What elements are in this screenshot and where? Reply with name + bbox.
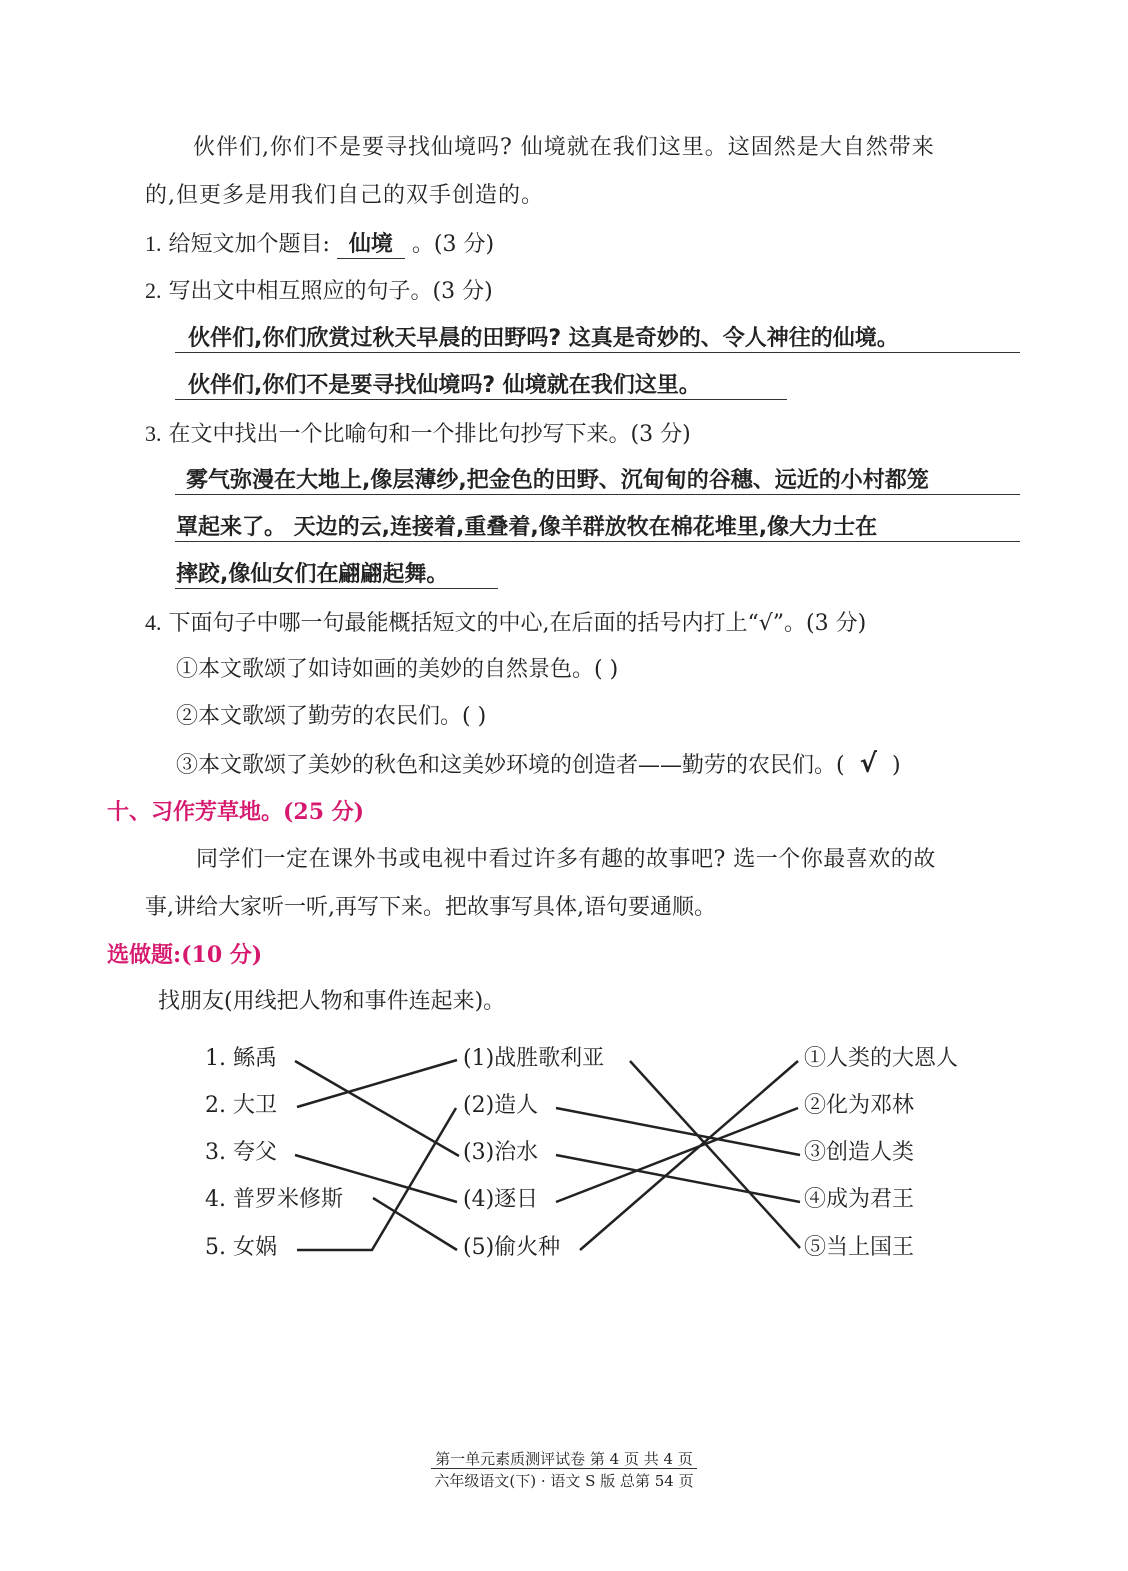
- footer-line-1-text: 第一单元素质测评试卷 第 4 页 共 4 页: [431, 1450, 697, 1469]
- check-mark: √: [859, 749, 877, 779]
- question-number: 3.: [145, 421, 162, 446]
- answer-title: 仙境: [337, 232, 405, 259]
- match-right-4: ④成为君王: [804, 1187, 915, 1212]
- option-1: ①本文歌颂了如诗如画的美妙的自然景色。( ): [176, 657, 619, 682]
- passage-line-2: 的,但更多是用我们自己的双手创造的。: [145, 183, 544, 208]
- match-left-2: 2. 大卫: [205, 1093, 277, 1118]
- section-10-line-1: 同学们一定在课外书或电视中看过许多有趣的故事吧? 选一个你最喜欢的故: [196, 847, 936, 872]
- match-middle-2: (2)造人: [463, 1093, 539, 1118]
- match-left-3: 3. 夸父: [205, 1140, 277, 1165]
- connector-line: [295, 1061, 459, 1156]
- question-number: 4.: [145, 610, 162, 635]
- match-left-1: 1. 鲧禹: [205, 1046, 277, 1071]
- footer-line-2: 六年级语文(下) · 语文 S 版 总第 54 页: [434, 1472, 694, 1490]
- connector-line: [580, 1061, 798, 1250]
- optional-title: 选做题:(10 分): [107, 942, 263, 968]
- answer-3-line-2: 罩起来了。 天边的云,连接着,重叠着,像羊群放牧在棉花堆里,像大力士在: [176, 515, 878, 540]
- match-left-5: 5. 女娲: [205, 1235, 277, 1260]
- question-score: 。(3 分): [411, 232, 495, 257]
- option-3-close: ): [891, 753, 901, 778]
- connector-line: [297, 1060, 457, 1107]
- question-text: 在文中找出一个比喻句和一个排比句抄写下来。(3 分): [168, 422, 691, 447]
- question-number: 2.: [145, 278, 162, 303]
- option-3-text: ③本文歌颂了美妙的秋色和这美妙环境的创造者——勤劳的农民们。(: [176, 753, 845, 778]
- question-text: 写出文中相互照应的句子。(3 分): [168, 279, 493, 304]
- answer-3-line-3: 摔跤,像仙女们在翩翩起舞。: [176, 562, 449, 587]
- match-middle-1: (1)战胜歌利亚: [463, 1046, 605, 1071]
- section-10-title: 十、习作芳草地。(25 分): [107, 799, 365, 825]
- answer-2-line-1: 伙伴们,你们欣赏过秋天早晨的田野吗? 这真是奇妙的、令人神往的仙境。: [188, 326, 899, 351]
- match-middle-5: (5)偷火种: [463, 1235, 561, 1260]
- match-left-4: 4. 普罗米修斯: [205, 1187, 343, 1212]
- connector-line: [556, 1108, 798, 1202]
- connector-line: [556, 1155, 800, 1202]
- match-right-1: ①人类的大恩人: [804, 1046, 959, 1071]
- question-number: 1.: [145, 231, 162, 256]
- connector-line: [630, 1061, 800, 1248]
- answer-3-line-1: 雾气弥漫在大地上,像层薄纱,把金色的田野、沉甸甸的谷穗、远近的小村都笼: [186, 468, 929, 493]
- question-text: 下面句子中哪一句最能概括短文的中心,在后面的括号内打上“√”。(3 分): [168, 611, 867, 636]
- match-middle-3: (3)治水: [463, 1140, 539, 1165]
- footer-line-1: [0, 1449, 1128, 1469]
- passage-line-1: 伙伴们,你们不是要寻找仙境吗? 仙境就在我们这里。这固然是大自然带来: [193, 135, 935, 160]
- option-2: ②本文歌颂了勤劳的农民们。( ): [176, 704, 487, 729]
- connector-line: [295, 1155, 457, 1202]
- match-middle-4: (4)逐日: [463, 1187, 539, 1212]
- match-right-2: ②化为邓林: [804, 1093, 915, 1118]
- connector-line: [373, 1198, 457, 1250]
- match-right-3: ③创造人类: [804, 1140, 915, 1165]
- section-10-line-2: 事,讲给大家听一听,再写下来。把故事写具体,语句要通顺。: [145, 895, 716, 920]
- answer-2-line-2: 伙伴们,你们不是要寻找仙境吗? 仙境就在我们这里。: [188, 373, 701, 398]
- optional-instruction: 找朋友(用线把人物和事件连起来)。: [158, 989, 506, 1014]
- match-right-5: ⑤当上国王: [804, 1235, 915, 1260]
- question-text: 给短文加个题目:: [168, 232, 330, 257]
